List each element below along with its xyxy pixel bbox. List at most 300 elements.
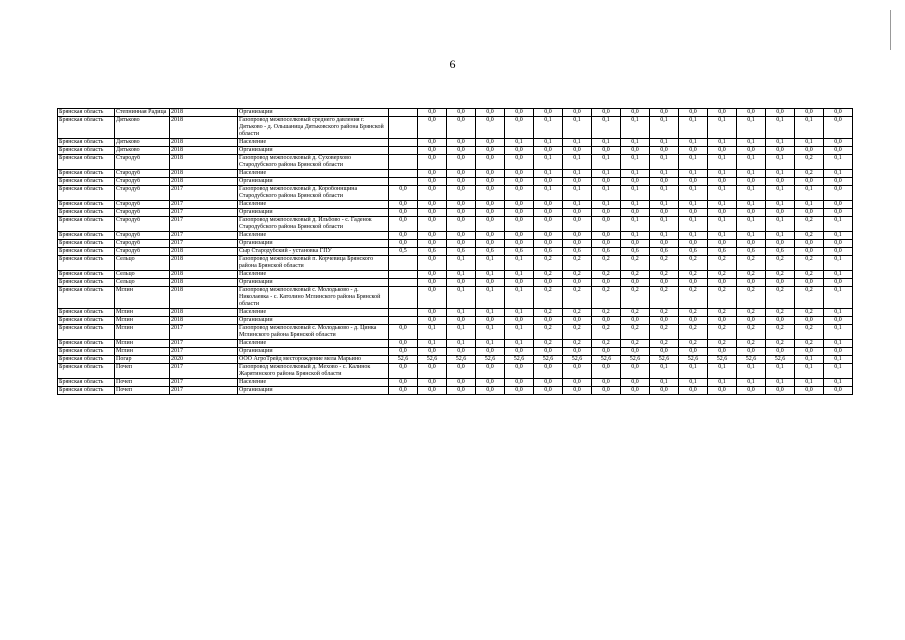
value-cell: 0,0	[824, 147, 853, 155]
value-cell: 0,0	[476, 109, 505, 117]
value-cell: 0,1	[679, 155, 708, 170]
table-row	[58, 340, 853, 348]
value-cell: 0,0	[592, 240, 621, 248]
value-cell: 0,1	[708, 155, 737, 170]
value-cell: 0,0	[418, 379, 447, 387]
region-cell: Брянская область	[58, 256, 115, 271]
value-cell: 0,2	[621, 256, 650, 271]
value-cell: 52,6	[679, 356, 708, 364]
value-cell: 0,0	[447, 209, 476, 217]
value-cell: 0,1	[563, 155, 592, 170]
value-cell: 0,0	[418, 117, 447, 139]
value-cell: 0,0	[795, 147, 824, 155]
table-row	[58, 109, 853, 117]
value-cell: 0,1	[650, 364, 679, 379]
value-cell: 0,0	[621, 209, 650, 217]
year-cell: 2018	[170, 117, 238, 139]
value-cell: 0,0	[505, 178, 534, 186]
value-cell: 0,2	[592, 287, 621, 309]
value-cell: 0,1	[824, 232, 853, 240]
value-cell: 0,2	[766, 309, 795, 317]
value-cell: 0,0	[824, 201, 853, 209]
object-cell: Население	[238, 309, 389, 317]
value-cell: 0,0	[621, 147, 650, 155]
value-cell: 0,0	[447, 201, 476, 209]
value-cell: 0,0	[447, 240, 476, 248]
value-cell: 0,0	[563, 209, 592, 217]
data-table-container	[57, 108, 851, 395]
value-cell: 0,1	[795, 364, 824, 379]
locality-cell: Погар	[115, 356, 170, 364]
value-cell: 0,0	[476, 317, 505, 325]
value-cell: 0,0	[563, 279, 592, 287]
value-cell: 52,6	[650, 356, 679, 364]
value-cell: 0,0	[563, 364, 592, 379]
value-cell: 0,2	[737, 271, 766, 279]
value-cell: 0,1	[563, 186, 592, 201]
region-cell: Брянская область	[58, 271, 115, 279]
value-cell: 0,1	[766, 364, 795, 379]
value-cell: 0,2	[679, 271, 708, 279]
locality-cell: Стародуб	[115, 217, 170, 232]
value-cell: 0,1	[650, 232, 679, 240]
year-cell: 2017	[170, 217, 238, 232]
value-cell: 0,1	[505, 139, 534, 147]
value-cell	[389, 279, 418, 287]
value-cell: 0,1	[824, 309, 853, 317]
value-cell: 0,2	[563, 256, 592, 271]
value-cell: 0,0	[824, 186, 853, 201]
value-cell: 0,0	[592, 209, 621, 217]
value-cell: 0,1	[737, 364, 766, 379]
value-cell: 0,0	[795, 317, 824, 325]
value-cell: 0,0	[592, 232, 621, 240]
region-cell: Брянская область	[58, 309, 115, 317]
value-cell	[389, 178, 418, 186]
value-cell: 0,0	[708, 279, 737, 287]
value-cell	[389, 287, 418, 309]
value-cell: 0,0	[389, 325, 418, 340]
locality-cell: Сельцо	[115, 256, 170, 271]
value-cell: 52,6	[563, 356, 592, 364]
value-cell: 0,6	[418, 248, 447, 256]
table-row	[58, 117, 853, 139]
value-cell: 0,0	[418, 348, 447, 356]
locality-cell: Стародуб	[115, 232, 170, 240]
value-cell: 0,0	[650, 348, 679, 356]
value-cell: 0,0	[418, 279, 447, 287]
value-cell: 0,0	[621, 240, 650, 248]
value-cell: 0,0	[766, 279, 795, 287]
value-cell: 0,1	[824, 379, 853, 387]
value-cell: 0,1	[476, 287, 505, 309]
value-cell: 0,0	[650, 209, 679, 217]
value-cell: 0,0	[824, 279, 853, 287]
region-cell: Брянская область	[58, 109, 115, 117]
value-cell: 0,0	[476, 379, 505, 387]
value-cell: 0,1	[621, 217, 650, 232]
value-cell: 0,1	[650, 217, 679, 232]
value-cell: 0,0	[476, 201, 505, 209]
value-cell: 0,0	[505, 147, 534, 155]
value-cell: 0,0	[679, 240, 708, 248]
region-cell: Брянская область	[58, 240, 115, 248]
value-cell: 0,0	[824, 209, 853, 217]
value-cell: 0,0	[534, 348, 563, 356]
value-cell: 0,0	[708, 209, 737, 217]
value-cell: 0,1	[708, 186, 737, 201]
locality-cell: Почеп	[115, 364, 170, 379]
region-cell: Брянская область	[58, 217, 115, 232]
value-cell: 0,1	[447, 309, 476, 317]
value-cell: 0,0	[621, 348, 650, 356]
value-cell: 0,2	[563, 287, 592, 309]
value-cell: 0,0	[389, 348, 418, 356]
value-cell: 52,6	[447, 356, 476, 364]
object-cell: Население	[238, 340, 389, 348]
object-cell: Газопровод межпоселковый д. Суховерхово Стародубского района Брянской области	[238, 155, 389, 170]
value-cell: 0,1	[824, 256, 853, 271]
table-row	[58, 256, 853, 271]
region-cell: Брянская область	[58, 287, 115, 309]
value-cell: 0,0	[737, 240, 766, 248]
value-cell: 0,0	[534, 209, 563, 217]
year-cell: 2017	[170, 232, 238, 240]
value-cell: 0,0	[737, 209, 766, 217]
value-cell: 0,0	[505, 240, 534, 248]
value-cell: 0,1	[650, 139, 679, 147]
value-cell: 0,0	[389, 232, 418, 240]
value-cell: 0,0	[621, 178, 650, 186]
value-cell: 0,1	[708, 139, 737, 147]
value-cell: 0,0	[447, 186, 476, 201]
value-cell: 0,1	[621, 170, 650, 178]
value-cell: 0,0	[505, 186, 534, 201]
value-cell: 52,6	[592, 356, 621, 364]
value-cell: 0,1	[592, 117, 621, 139]
value-cell: 0,1	[679, 186, 708, 201]
value-cell: 0,1	[621, 139, 650, 147]
object-cell: Газопровод межпоселковый с. Молодьково - д. Цинка Мглинского района Брянской области	[238, 325, 389, 340]
value-cell: 0,2	[534, 271, 563, 279]
year-cell: 2017	[170, 325, 238, 340]
value-cell: 0,0	[476, 209, 505, 217]
value-cell: 0,0	[505, 170, 534, 178]
value-cell: 0,0	[447, 279, 476, 287]
object-cell: Население	[238, 139, 389, 147]
value-cell: 0,1	[708, 364, 737, 379]
table-row	[58, 170, 853, 178]
value-cell: 0,2	[795, 271, 824, 279]
value-cell: 0,0	[795, 209, 824, 217]
region-cell: Брянская область	[58, 387, 115, 395]
value-cell: 0,2	[563, 271, 592, 279]
value-cell: 0,0	[476, 117, 505, 139]
year-cell: 2017	[170, 186, 238, 201]
value-cell: 0,1	[824, 217, 853, 232]
object-cell: Население	[238, 271, 389, 279]
value-cell: 0,0	[621, 379, 650, 387]
year-cell: 2017	[170, 201, 238, 209]
value-cell: 0,0	[650, 178, 679, 186]
value-cell: 0,0	[505, 379, 534, 387]
value-cell: 0,0	[505, 201, 534, 209]
value-cell: 0,0	[679, 109, 708, 117]
value-cell: 0,0	[447, 348, 476, 356]
value-cell: 0,2	[795, 287, 824, 309]
year-cell: 2017	[170, 340, 238, 348]
value-cell: 0,1	[476, 340, 505, 348]
value-cell: 0,0	[447, 217, 476, 232]
value-cell	[389, 256, 418, 271]
value-cell: 0,0	[418, 232, 447, 240]
year-cell: 2017	[170, 387, 238, 395]
value-cell: 0,1	[737, 186, 766, 201]
value-cell: 0,0	[505, 109, 534, 117]
value-cell: 52,6	[476, 356, 505, 364]
value-cell: 0,2	[679, 309, 708, 317]
value-cell: 0,0	[534, 232, 563, 240]
locality-cell: Стародуб	[115, 186, 170, 201]
value-cell: 0,1	[708, 201, 737, 209]
object-cell: Организации	[238, 109, 389, 117]
value-cell: 0,1	[795, 379, 824, 387]
value-cell: 0,0	[418, 186, 447, 201]
value-cell: 0,1	[505, 287, 534, 309]
value-cell: 0,2	[737, 287, 766, 309]
year-cell: 2020	[170, 356, 238, 364]
value-cell: 0,0	[824, 178, 853, 186]
locality-cell: Стародуб	[115, 209, 170, 217]
value-cell: 0,1	[679, 139, 708, 147]
value-cell: 0,0	[737, 348, 766, 356]
value-cell: 0,0	[418, 317, 447, 325]
value-cell: 0,1	[563, 201, 592, 209]
value-cell: 0,0	[476, 387, 505, 395]
page-number: 6	[449, 57, 456, 71]
value-cell: 0,0	[418, 201, 447, 209]
table-row	[58, 248, 853, 256]
value-cell: 0,1	[737, 139, 766, 147]
value-cell: 0,0	[505, 279, 534, 287]
value-cell: 0,0	[505, 232, 534, 240]
value-cell: 0,0	[766, 147, 795, 155]
value-cell: 0,1	[795, 201, 824, 209]
table-row	[58, 240, 853, 248]
value-cell: 0,0	[592, 147, 621, 155]
value-cell: 0,2	[737, 340, 766, 348]
value-cell: 0,1	[447, 271, 476, 279]
region-cell: Брянская область	[58, 348, 115, 356]
value-cell: 0,2	[766, 287, 795, 309]
year-cell: 2017	[170, 209, 238, 217]
value-cell: 0,2	[650, 325, 679, 340]
value-cell: 0,0	[447, 379, 476, 387]
value-cell: 0,1	[766, 217, 795, 232]
locality-cell: Сельцо	[115, 271, 170, 279]
value-cell: 0,2	[563, 340, 592, 348]
region-cell: Брянская область	[58, 232, 115, 240]
value-cell: 0,0	[476, 279, 505, 287]
value-cell: 0,1	[476, 325, 505, 340]
value-cell: 0,0	[737, 317, 766, 325]
region-cell: Брянская область	[58, 317, 115, 325]
value-cell: 0,1	[679, 217, 708, 232]
value-cell: 0,2	[795, 155, 824, 170]
value-cell	[389, 317, 418, 325]
value-cell: 0,1	[534, 139, 563, 147]
value-cell	[389, 309, 418, 317]
object-cell: ООО АгроТрейд месторождение мела Марьино	[238, 356, 389, 364]
value-cell: 0,2	[679, 325, 708, 340]
value-cell: 0,1	[621, 186, 650, 201]
value-cell: 0,0	[418, 170, 447, 178]
value-cell: 0,1	[534, 155, 563, 170]
value-cell: 0,0	[824, 117, 853, 139]
value-cell: 0,1	[476, 271, 505, 279]
locality-cell: Почеп	[115, 379, 170, 387]
value-cell: 0,0	[592, 379, 621, 387]
value-cell: 0,0	[766, 178, 795, 186]
locality-cell: Стародуб	[115, 170, 170, 178]
value-cell: 0,0	[476, 178, 505, 186]
value-cell: 0,1	[766, 201, 795, 209]
value-cell: 0,1	[795, 356, 824, 364]
locality-cell: Дятьково	[115, 147, 170, 155]
value-cell: 0,0	[389, 240, 418, 248]
value-cell: 0,0	[563, 178, 592, 186]
value-cell: 0,0	[650, 387, 679, 395]
value-cell: 0,0	[534, 317, 563, 325]
value-cell: 0,6	[534, 248, 563, 256]
locality-cell: Мглин	[115, 348, 170, 356]
value-cell: 0,0	[737, 147, 766, 155]
object-cell: Газопровод межпоселковый среднего давления г. Дятьково - д. Ольшаница Дятьковского района Брянской области	[238, 117, 389, 139]
value-cell: 0,0	[650, 279, 679, 287]
value-cell: 0,0	[766, 240, 795, 248]
value-cell: 0,6	[447, 248, 476, 256]
year-cell: 2018	[170, 139, 238, 147]
value-cell: 0,1	[737, 117, 766, 139]
value-cell: 0,0	[505, 364, 534, 379]
value-cell: 0,1	[505, 309, 534, 317]
value-cell: 0,6	[621, 248, 650, 256]
value-cell: 0,2	[563, 325, 592, 340]
value-cell: 0,1	[592, 170, 621, 178]
object-cell: Организации	[238, 387, 389, 395]
value-cell: 0,6	[476, 248, 505, 256]
value-cell: 0,1	[650, 201, 679, 209]
value-cell: 0,2	[621, 287, 650, 309]
value-cell: 0,6	[766, 248, 795, 256]
table-row	[58, 201, 853, 209]
value-cell: 0,1	[418, 340, 447, 348]
value-cell	[389, 139, 418, 147]
value-cell: 0,1	[766, 139, 795, 147]
value-cell: 0,2	[650, 287, 679, 309]
value-cell: 0,0	[418, 155, 447, 170]
value-cell: 0,0	[708, 348, 737, 356]
value-cell: 0,0	[563, 317, 592, 325]
value-cell: 0,0	[418, 309, 447, 317]
value-cell: 0,1	[737, 201, 766, 209]
value-cell: 0,1	[505, 256, 534, 271]
value-cell: 0,0	[708, 317, 737, 325]
value-cell: 0,0	[563, 348, 592, 356]
value-cell: 0,2	[708, 271, 737, 279]
value-cell: 0,0	[418, 139, 447, 147]
page-edge-mark	[890, 10, 891, 50]
value-cell: 0,1	[418, 325, 447, 340]
value-cell: 0,1	[766, 170, 795, 178]
year-cell: 2018	[170, 178, 238, 186]
year-cell: 2018	[170, 256, 238, 271]
table-row	[58, 147, 853, 155]
value-cell: 0,1	[592, 139, 621, 147]
value-cell: 0,0	[824, 240, 853, 248]
value-cell: 0,0	[824, 109, 853, 117]
value-cell: 0,0	[563, 232, 592, 240]
value-cell: 0,1	[592, 155, 621, 170]
value-cell: 0,0	[418, 387, 447, 395]
table-row	[58, 348, 853, 356]
value-cell: 0,0	[476, 186, 505, 201]
value-cell: 0,0	[708, 240, 737, 248]
value-cell	[389, 155, 418, 170]
value-cell: 0,0	[476, 240, 505, 248]
value-cell: 0,0	[563, 217, 592, 232]
value-cell: 0,1	[592, 186, 621, 201]
value-cell: 0,1	[563, 139, 592, 147]
value-cell: 0,0	[795, 109, 824, 117]
value-cell: 0,0	[389, 340, 418, 348]
table-row	[58, 279, 853, 287]
region-cell: Брянская область	[58, 186, 115, 201]
value-cell: 0,1	[737, 155, 766, 170]
value-cell: 0,0	[737, 387, 766, 395]
value-cell: 52,6	[505, 356, 534, 364]
value-cell: 0,0	[476, 348, 505, 356]
object-cell: Организации	[238, 178, 389, 186]
value-cell: 0,1	[650, 170, 679, 178]
value-cell: 0,6	[650, 248, 679, 256]
value-cell: 0,0	[534, 387, 563, 395]
value-cell: 0,0	[824, 248, 853, 256]
value-cell: 0,2	[592, 325, 621, 340]
value-cell: 0,2	[534, 309, 563, 317]
region-cell: Брянская область	[58, 139, 115, 147]
value-cell: 0,2	[795, 325, 824, 340]
value-cell: 0,0	[737, 109, 766, 117]
year-cell: 2018	[170, 317, 238, 325]
value-cell: 0,0	[766, 317, 795, 325]
value-cell: 0,1	[447, 287, 476, 309]
value-cell: 0,0	[708, 387, 737, 395]
region-cell: Брянская область	[58, 340, 115, 348]
value-cell: 0,1	[824, 155, 853, 170]
value-cell	[389, 117, 418, 139]
value-cell: 0,0	[389, 379, 418, 387]
value-cell: 0,0	[766, 109, 795, 117]
value-cell: 0,1	[679, 170, 708, 178]
year-cell: 2018	[170, 309, 238, 317]
value-cell: 0,1	[621, 155, 650, 170]
value-cell: 0,2	[737, 256, 766, 271]
locality-cell: Мглин	[115, 340, 170, 348]
region-cell: Брянская область	[58, 170, 115, 178]
value-cell: 0,1	[824, 271, 853, 279]
value-cell: 0,0	[447, 155, 476, 170]
